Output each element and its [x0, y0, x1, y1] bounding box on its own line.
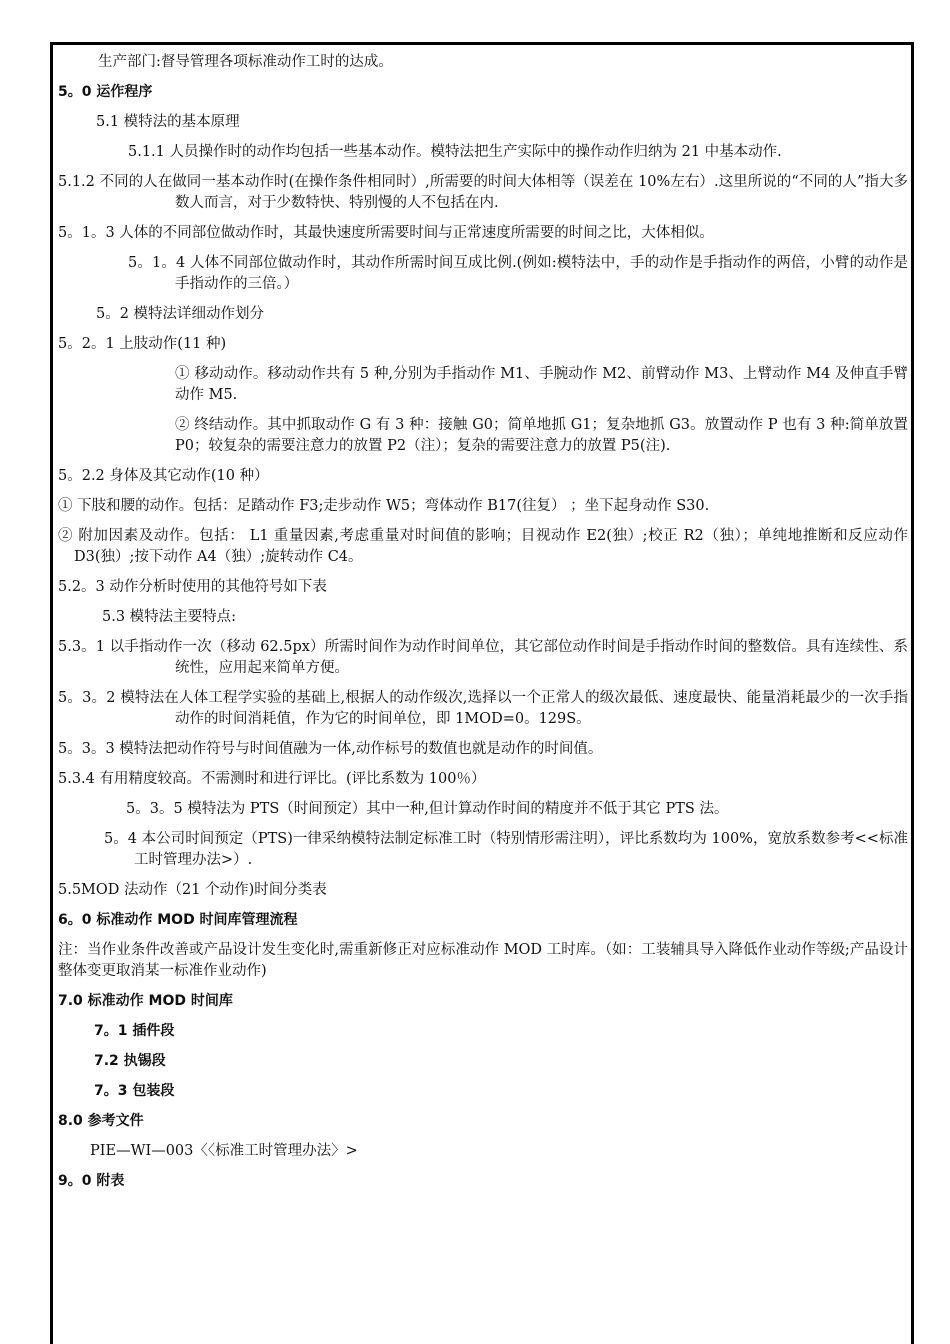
- list-item: ① 移动动作。移动动作共有 5 种,分别为手指动作 M1、手腕动作 M2、前臂动作 M3、上臂动作 M4 及伸直手臂动作 M5.: [175, 366, 908, 403]
- paragraph: 5。1。3 人体的不同部位做动作时，其最快速度所需要时间与正常速度所需要的时间之比，大体相似。: [58, 225, 714, 241]
- list-item: ① 下肢和腰的动作。包括：足踏动作 F3;走步动作 W5；弯体动作 B17(往复） ；坐下起身动作 S30.: [58, 498, 710, 514]
- paragraph: 5。2。1 上肢动作(11 种): [58, 336, 227, 352]
- paragraph: 5。1。4 人体不同部位做动作时，其动作所需时间互成比例.(例如:模特法中，手的动作是手指动作的两倍，小臂的动作是手指动作的三倍。）: [128, 255, 908, 292]
- paragraph: 5。2.2 身体及其它动作(10 种）: [58, 468, 269, 484]
- list-item: ② 终结动作。其中抓取动作 G 有 3 种：接触 G0；简单地抓 G1；复杂地抓 G3。放置动作 P 也有 3 种:简单放置 P0；较复杂的需要注意力的放置 P2（注）；复杂的需要注意力的放置 P5(注).: [175, 417, 908, 454]
- paragraph: 5.5MOD 法动作（21 个动作)时间分类表: [58, 882, 327, 898]
- paragraph: 5。4 本公司时间预定（PTS)一律采纳模特法制定标准工时（特别情形需注明），评比系数均为 100%，宽放系数参考<<标准工时管理办法>）.: [104, 831, 908, 868]
- subsection-heading: 7。1 插件段: [94, 1023, 175, 1039]
- subsection-heading: 5。2 模特法详细动作划分: [96, 306, 265, 322]
- section-heading: 6。0 标准动作 MOD 时间库管理流程: [58, 912, 298, 928]
- section-heading: 7.0 标准动作 MOD 时间库: [58, 993, 233, 1009]
- subsection-heading: 5.3 模特法主要特点:: [102, 609, 237, 625]
- paragraph: 5.2。3 动作分析时使用的其他符号如下表: [58, 579, 327, 595]
- paragraph: 5.1.1 人员操作时的动作均包括一些基本动作。模特法把生产实际中的操作动作归纳为 21 中基本动作.: [128, 144, 782, 160]
- list-item: ② 附加因素及动作。包括： L1 重量因素,考虑重量对时间值的影响；目视动作 E2(独）;校正 R2（独）；单纯地推断和反应动作 D3(独）;按下动作 A4（独）;旋转动作 C4。: [58, 528, 908, 565]
- note: 注：当作业条件改善或产品设计发生变化时,需重新修正对应标准动作 MOD 工时库。（如：工装辅具导入降低作业动作等级;产品设计整体变更取消某一标准作业动作): [58, 942, 908, 979]
- reference-item: PIE—WI—003〈〈标准工时管理办法〉>: [90, 1143, 358, 1159]
- paragraph: 5.1.2 不同的人在做同一基本动作时(在操作条件相同时）,所需要的时间大体相等（误差在 10%左右）.这里所说的“不同的人”指大多数人而言，对于少数特快、特别慢的人不包括在内.: [58, 174, 908, 211]
- subsection-heading: 5.1 模特法的基本原理: [96, 114, 240, 130]
- paragraph: 5。3。2 模特法在人体工程学实验的基础上,根据人的动作级次,选择以一个正常人的级次最低、速度最快、能量消耗最少的一次手指动作的时间消耗值，作为它的时间单位，即 1MOD=0。129S。: [58, 690, 908, 727]
- subsection-heading: 7。3 包装段: [94, 1083, 175, 1099]
- section-heading: 5。0 运作程序: [58, 84, 153, 100]
- section-heading: 8.0 参考文件: [58, 1113, 144, 1129]
- paragraph: 生产部门:督导管理各项标准动作工时的达成。: [98, 54, 393, 70]
- section-heading: 9。0 附表: [58, 1173, 125, 1189]
- paragraph: 5.3。1 以手指动作一次（移动 62.5px）所需时间作为动作时间单位，其它部位动作时间是手指动作时间的整数倍。具有连续性、系统性，应用起来简单方便。: [58, 639, 908, 676]
- paragraph: 5.3.4 有用精度较高。不需测时和进行评比。(评比系数为 100％）: [58, 771, 486, 787]
- paragraph: 5。3。3 模特法把动作符号与时间值融为一体,动作标号的数值也就是动作的时间值。: [58, 741, 603, 757]
- document-body: [58, 52, 908, 1201]
- subsection-heading: 7.2 执锡段: [94, 1053, 166, 1069]
- paragraph: 5。3。5 模特法为 PTS（时间预定）其中一种,但计算动作时间的精度并不低于其它 PTS 法。: [126, 801, 729, 817]
